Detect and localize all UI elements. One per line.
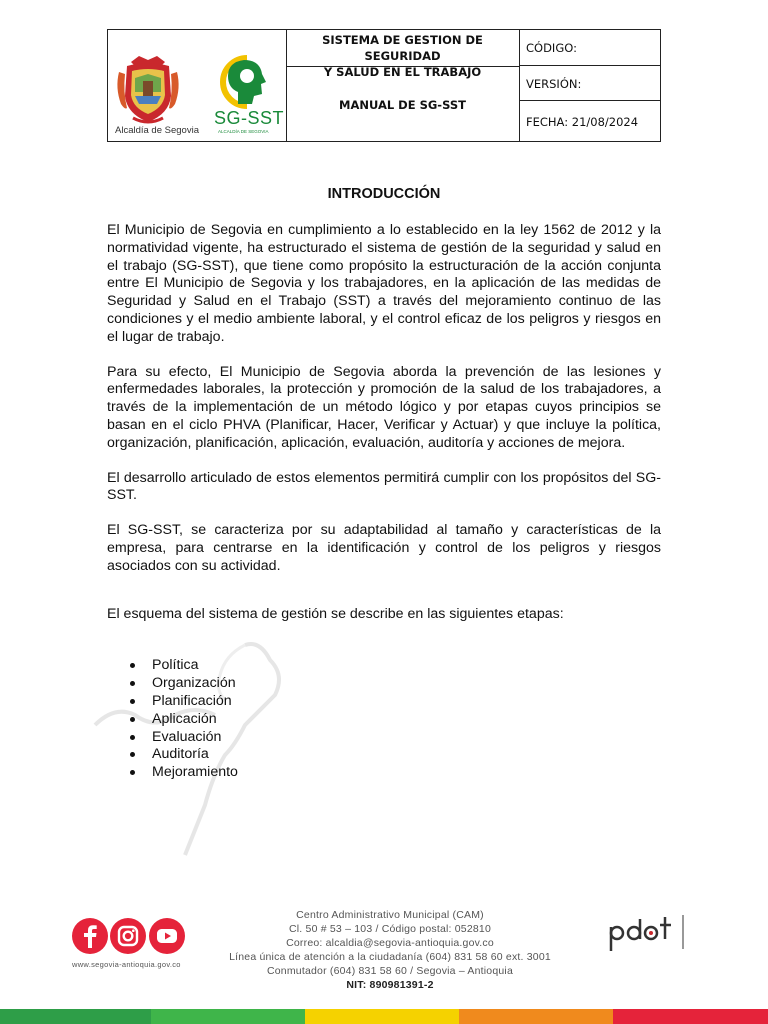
sgsst-logo-text: SG-SST — [214, 108, 285, 128]
list-item: Planificación — [127, 693, 661, 711]
paragraph: El esquema del sistema de gestión se describe en las siguientes etapas: — [107, 605, 564, 622]
sgsst-logo-subtitle: ALCALDÍA DE SEGOVIA — [218, 129, 269, 134]
list-item: Organización — [127, 675, 661, 693]
municipality-logo-caption: Alcaldía de Segovia — [115, 125, 199, 136]
youtube-icon[interactable] — [149, 918, 185, 954]
pdet-logo-graphic — [605, 913, 690, 953]
pdet-logo — [605, 913, 690, 971]
list-item: Mejoramiento — [127, 764, 661, 782]
instagram-icon[interactable] — [110, 918, 146, 954]
color-segment — [613, 1009, 768, 1024]
stages-list — [107, 657, 661, 782]
address-line: Conmutador (604) 831 58 60 / Segovia – Antioquia — [266, 965, 513, 977]
document-body — [107, 186, 661, 782]
list-item: Aplicación — [127, 711, 661, 729]
list-item: Evaluación — [127, 729, 661, 747]
version-field: VERSIÓN: — [526, 77, 582, 91]
system-title — [286, 32, 519, 80]
divider — [519, 65, 660, 66]
manual-title: MANUAL DE SG-SST — [339, 98, 466, 112]
logo-cell — [108, 30, 286, 141]
sgsst-head-logo — [214, 54, 280, 112]
address-line: Línea única de atención a la ciudadanía (604) 831 58 60 ext. 3001 — [229, 951, 551, 963]
list-item: Auditoría — [127, 746, 661, 764]
color-segment — [0, 1009, 151, 1024]
address-block — [190, 908, 590, 992]
codigo-field: CÓDIGO: — [526, 41, 577, 55]
facebook-icon[interactable] — [72, 918, 108, 954]
system-title-line2: Y SALUD EN EL TRABAJO — [323, 65, 482, 79]
paragraph: Para su efecto, El Municipio de Segovia aborda la prevención de las lesiones y enfermedades laborales, la protección y promoción de la salud de los trabajadores, a través de la implementación de un método lógico y por etapas cuyos principios se basan en el ciclo PHVA (Planificar, Hacer, Verificar y Actuar) y que incluye la política, organización, planificación, aplicación, evaluación, auditoría y acciones de mejora. — [107, 363, 661, 451]
nit-number: NIT: 890981391-2 — [346, 979, 434, 991]
color-segment — [305, 1009, 459, 1024]
website-link[interactable]: www.segovia-antioquia.gov.co — [72, 960, 181, 969]
divider — [519, 30, 520, 141]
address-line: Cl. 50 # 53 – 103 / Código postal: 052810 — [288, 923, 491, 935]
paragraph: El desarrollo articulado de estos elementos permitirá cumplir con los propósitos del SG-SST. — [107, 469, 661, 504]
address-line: Centro Administrativo Municipal (CAM) — [296, 909, 484, 921]
address-line: Correo: alcaldia@segovia-antioquia.gov.co — [286, 937, 494, 949]
section-heading: INTRODUCCIÓN — [327, 186, 441, 202]
document-header-table — [107, 29, 661, 142]
paragraph: El SG-SST, se caracteriza por su adaptabilidad al tamaño y características de la empresa, para centrarse en la identificación y control de los peligros y riesgos asociados con su actividad. — [107, 522, 661, 574]
paragraph: El Municipio de Segovia en cumplimiento a lo establecido en la ley 1562 de 2012 y la normatividad vigente, ha estructurado el sistema de gestión de la seguridad y salud en el trabajo (SG-SST), que tiene como propósito la estructuración de la acción conjunta entre El Municipio de Segovia y los trabajadores, en la aplicación de las medidas de Seguridad y Salud en el Trabajo (SST) a través del mejoramiento continuo de las condiciones y el medio ambiente laboral, y el control eficaz de los peligros y riesgos en el lugar de trabajo. — [107, 222, 661, 345]
fecha-field: FECHA: 21/08/2024 — [526, 115, 639, 129]
footer-color-bar — [0, 1009, 768, 1024]
list-item: Política — [127, 657, 661, 675]
divider — [519, 100, 660, 101]
system-title-line1: SISTEMA DE GESTION DE SEGURIDAD — [322, 33, 483, 63]
segovia-coat-of-arms-logo — [113, 52, 183, 132]
color-segment — [459, 1009, 613, 1024]
color-segment — [151, 1009, 305, 1024]
